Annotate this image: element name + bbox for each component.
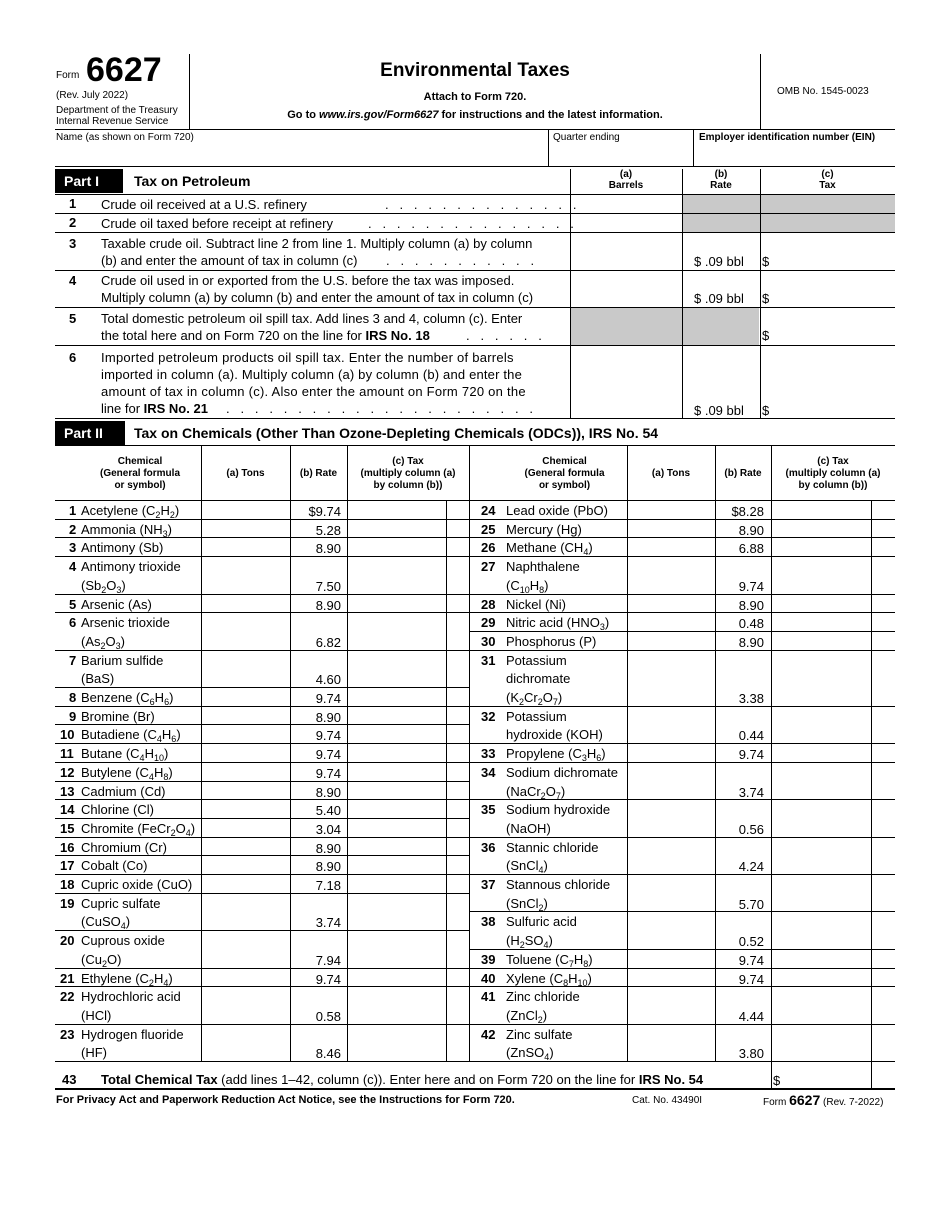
line4-barrels-input[interactable]	[572, 273, 680, 305]
tax-input[interactable]	[772, 521, 869, 537]
tons-input[interactable]	[628, 970, 713, 986]
chemical-line-number: 41	[481, 989, 496, 1005]
tons-input[interactable]	[202, 1026, 288, 1060]
chemical-line-number: 22	[60, 989, 75, 1005]
chemical-line-number: 6	[69, 615, 77, 631]
chemical-name: Nickel (Ni)	[506, 596, 566, 612]
tax-input[interactable]	[348, 820, 444, 836]
chemical-name: Naphthalene	[506, 559, 580, 575]
chemical-name: (HCl)	[81, 1007, 112, 1023]
chemical-rate: 4.24	[738, 859, 764, 875]
chemical-rate: 4.60	[315, 672, 341, 688]
chemical-name: Cuprous oxide	[81, 933, 165, 949]
line3-tax-input[interactable]	[772, 236, 892, 268]
right-tons-header: (a) Tons	[651, 468, 691, 479]
chemical-line-number: 29	[481, 615, 496, 631]
chemical-name: Potassium	[506, 708, 567, 724]
chemical-name: Sodium hydroxide	[506, 802, 611, 818]
tons-input[interactable]	[202, 932, 288, 966]
chemical-line-number: 28	[481, 596, 496, 612]
chemical-rate: $8.28	[731, 504, 764, 519]
tons-input[interactable]	[202, 502, 288, 518]
chemical-name: Acetylene $(C_2H_2)$	[81, 503, 180, 520]
tax-input[interactable]	[348, 745, 444, 761]
chemical-rate: 8.90	[738, 522, 764, 538]
chemical-name: (ZnCl$_2$)	[506, 1007, 548, 1025]
chemical-name: $(C_{10}H_8)$	[506, 577, 549, 595]
chemical-rate: 9.74	[315, 971, 341, 987]
name-label: Name (as shown on Form 720)	[56, 132, 194, 143]
tax-input[interactable]	[348, 652, 444, 686]
chemical-name: Zinc sulfate	[506, 1026, 573, 1042]
tons-input[interactable]	[202, 539, 288, 555]
tax-input[interactable]	[348, 895, 444, 929]
chemical-line-number: 17	[60, 858, 75, 874]
chemical-name: (NaOH)	[506, 820, 551, 836]
line4-rate: $ .09 bbl	[694, 291, 744, 306]
tax-input[interactable]	[348, 614, 444, 648]
line6-barrels-input[interactable]	[572, 348, 680, 416]
chemical-name: Mercury (Hg)	[506, 521, 582, 537]
part2-title: Tax on Chemicals (Other Than Ozone-Depleting Chemicals (ODCs)), IRS No. 54	[134, 425, 659, 441]
tax-input[interactable]	[348, 857, 444, 873]
ein-label: Employer identification number (EIN)	[699, 132, 876, 143]
chemical-line-number: 34	[481, 764, 496, 780]
tax-input[interactable]	[772, 652, 869, 705]
tons-input[interactable]	[628, 839, 713, 873]
form-word: Form	[56, 70, 80, 81]
chemical-name: Barium sulfide	[81, 652, 164, 668]
line1-barrels-input[interactable]	[572, 196, 680, 212]
chemical-rate: 0.52	[738, 934, 764, 950]
chemical-name: Stannic chloride	[506, 839, 599, 855]
chemical-name: Stannous chloride	[506, 877, 611, 892]
line6-rate: $ .09 bbl	[694, 403, 744, 418]
chemical-rate: 4.44	[738, 1008, 764, 1024]
tons-input[interactable]	[202, 783, 288, 799]
chemical-rate: 7.94	[315, 952, 341, 968]
chemical-name: Nitric acid $(HNO_3)$	[506, 615, 610, 633]
chemical-line-number: 9	[69, 708, 77, 724]
tax-input[interactable]	[772, 970, 869, 986]
left-rate-header: (b) Rate	[299, 468, 338, 479]
tons-input[interactable]	[628, 521, 713, 537]
chemical-rate: 0.58	[315, 1008, 341, 1024]
chemical-rate: 5.28	[315, 522, 341, 538]
chemical-line-number: 42	[481, 1026, 496, 1042]
chemical-rate: 8.90	[738, 597, 764, 613]
chemical-rate: 3.04	[315, 821, 341, 837]
tax-input[interactable]	[348, 801, 444, 817]
part1-col-a-header: (a) Barrels	[608, 169, 644, 191]
chemical-name: (HF)	[81, 1045, 107, 1061]
tons-input[interactable]	[628, 1026, 713, 1060]
tax-input[interactable]	[772, 951, 869, 967]
chemical-rate: 5.40	[315, 803, 341, 819]
right-rate-header: (b) Rate	[724, 468, 762, 479]
chemical-line-number: 38	[481, 914, 496, 930]
tons-input[interactable]	[202, 895, 288, 929]
chemical-line-number: 33	[481, 746, 496, 762]
form-number: 6627	[86, 51, 162, 89]
privacy-notice: For Privacy Act and Paperwork Reduction Act Notice, see the Instructions for Form 720.	[56, 1094, 515, 1106]
chemical-line-number: 27	[481, 559, 496, 575]
tax-input[interactable]	[772, 502, 869, 518]
tons-input[interactable]	[202, 726, 288, 742]
chemical-rate: 3.38	[738, 691, 764, 706]
tons-input[interactable]	[628, 614, 713, 630]
form-title: Environmental Taxes	[380, 60, 570, 81]
tax-input[interactable]	[772, 614, 869, 630]
tons-input[interactable]	[628, 708, 713, 742]
line6-tax-input[interactable]	[772, 348, 892, 416]
line2-barrels-input[interactable]	[572, 215, 680, 231]
chemical-line-number: 31	[481, 652, 496, 668]
chemical-line-number: 3	[69, 540, 77, 556]
name-input[interactable]	[56, 146, 546, 166]
tax-input[interactable]	[348, 839, 444, 855]
tax-input[interactable]	[348, 876, 444, 892]
chemical-name: Antimony trioxide	[81, 559, 181, 575]
revision-date: (Rev. July 2022)	[56, 90, 129, 101]
chemical-line-number: 35	[481, 802, 496, 818]
tax-input[interactable]	[348, 764, 444, 780]
chemical-rate: 7.18	[315, 878, 341, 893]
tons-input[interactable]	[628, 539, 713, 555]
tax-input[interactable]	[348, 708, 444, 724]
chemical-rate: 8.90	[738, 634, 764, 650]
tons-input[interactable]	[628, 633, 713, 649]
tax-input[interactable]	[772, 558, 869, 592]
left-chemical-header: Chemical (General formula or symbol)	[99, 456, 181, 491]
chemical-name: Phosphorus (P)	[506, 633, 597, 649]
tax-input[interactable]	[348, 521, 444, 537]
chemical-line-number: 24	[481, 503, 496, 518]
chemical-rate: 8.90	[315, 597, 341, 613]
quarter-ending-label: Quarter ending	[553, 132, 620, 143]
chemical-line-number: 5	[69, 596, 77, 612]
omb-number: OMB No. 1545-0023	[777, 86, 869, 97]
chemical-line-number: 8	[69, 690, 77, 705]
chemical-name: Cupric sulfate	[81, 895, 161, 911]
tons-input[interactable]	[628, 913, 713, 947]
tons-input[interactable]	[202, 764, 288, 780]
tons-input[interactable]	[628, 596, 713, 612]
chemical-line-number: 20	[60, 933, 75, 949]
chemical-line-number: 30	[481, 633, 496, 649]
chemical-rate: 0.56	[738, 821, 764, 837]
tax-input[interactable]	[348, 783, 444, 799]
chemical-name: (ZnSO$_4$)	[506, 1045, 554, 1063]
chemical-line-number: 10	[60, 727, 75, 743]
chemical-rate: 9.74	[315, 747, 341, 763]
tons-input[interactable]	[628, 652, 713, 705]
chemical-name: $(NaCr_2O_7)$	[506, 783, 566, 801]
tax-input[interactable]	[348, 988, 444, 1022]
chemical-rate: 0.48	[738, 616, 764, 632]
chemical-name: Butadiene $(C_4H_6)$	[81, 727, 181, 745]
tax-input[interactable]	[348, 1026, 444, 1060]
chemical-name: Chromium (Cr)	[81, 839, 167, 855]
chemical-name: dichromate	[506, 671, 571, 687]
tons-input[interactable]	[628, 558, 713, 592]
chemical-name: $(K_2Cr_2O_7)$	[506, 690, 563, 707]
chemical-name: Propylene $(C_3H_6)$	[506, 746, 606, 764]
form-page: Form 6627 (Rev. July 2022) Department of the Treasury Internal Revenue Service Environmental Taxes Attach to Form 720. Go to www.irs.gov/Form6627 for instructions and the latest information. OMB No. 1545-0023 Name (as shown on Form 720) Quarter ending Employer identification number (EIN) Part I Tax on Petroleum (a) Barrels (b) Rate (c) Tax 1 Crude oil received at a U.S. refinery . . . . . . . . . . . . . . 2 Crude oil taxed before receipt at refinery . . . . . . . . . . . . . . . 3 Taxable crude oil. Subtract line 2 from line 1. Multiply column (a) by column (b) and enter the amount of tax in column (c) . . . . . . . . . . . $ .09 bbl $ 4 Crude oil used in or exported from the U.S. before the tax was imposed. Multiply column (a) by column (b) and enter the amount of tax in column (c) $ .09 bbl $ 5 Total domestic petroleum oil spill tax. Add lines 3 and 4, column (c). Enter the total here and on Form 720 on the line for IRS No. 18 . . . . . . $ 6 Imported petroleum products oil spill tax. Enter the number of barrels imported in column (a). Multiply column (a) by column (b) and enter the amount of tax in column (c). Also enter the amount on Form 720 on the line for IRS No. 21 . . . . . . . . . . . . . . . . . . . . . . $ .09 bbl $ Part II Tax on Chemicals (Other Than Ozone-Depleting Chemicals (ODCs)), IRS No. 54 Chemical (General formula or symbol) (a) Tons (b) Rate (c) Tax (multiply column (a) by column (b)) Chemical (General formula or symbol) (a) Tons (b) Rate (c) Tax (multiply column (a) by column (b)) 1 Acetylene $(C_2H_2)$ $9.74 2 Ammonia $(NH_3)$ 5.28 3 Antimony (Sb) 8.90 4 Antimony trioxide $(Sb_2O_3)$ 7.50 5 Arsenic (As) 8.90 6 Arsenic trioxide $(As_2O_3)$ 6.82 7 Barium sulfide (BaS) 4.60 8 Benzene $(C_6H_6)$ 9.74 9 Bromine (Br) 8.90 10 Butadiene $(C_4H_6)$ 9.74 11 Butane $(C_4H_{10})$ 9.74 12 Butylene $(C_4H_8)$ 9.74 13 Cadmium (Cd) 8.90 14 Chlorine (Cl) 5.40 15 Chromite $(FeCr_2O_4)$ 3.04 16 Chromium (Cr) 8.90 17 Cobalt (Co) 8.90 18 Cupric oxide (CuO) 7.18 19 Cupric sulfate (CuSO$_4$) 3.74 20 Cuprous oxide $(Cu_2O)$ 7.94 21 Ethylene $(C_2H_4)$ 9.74 22 Hydrochloric acid (HCl) 0.58 23 Hydrogen fluoride (HF) 8.46 24 Lead oxide (PbO) $8.28 25 Mercury (Hg) 8.90 26 Methane $(CH_4)$ 6.88 27 Naphthalene $(C_{10}H_8)$ 9.74 28 Nickel (Ni) 8.90 29 Nitric acid $(HNO_3)$ 0.48 30 Phosphorus (P) 8.90 31 Potassium dichromate $(K_2Cr_2O_7)$ 3.38 32 Potassium hydroxide (KOH) 0.44 33 Propylene $(C_3H_6)$ 9.74 34 Sodium dichromate $(NaCr_2O_7)$ 3.74 35 Sodium hydroxide (NaOH) 0.56 36 Stannic chloride (SnCl$_4$) 4.24 37 Stannous chloride (SnCl$_2$) 5.70 38 Sulfuric acid $(H_2SO_4)$ 0.52 39 Toluene $(C_7H_8)$ 9.74 40 Xylene $(C_8H_{10})$ 9.74 41 Zinc chloride (ZnCl$_2$) 4.44 42 Zinc sulfate (ZnSO$_4$) 3.80 43 Total Chemical Tax (add lines 1–42, column (c)). Enter here and on Form 720 on the line for IRS No. 54 $ For Privacy Act and Paperwork Reduction Act Notice, see the Instructions for Form 720. Cat. No. 43490I Form 6627 (Rev. 7-2022)	[0, 0, 950, 1230]
tons-input[interactable]	[202, 801, 288, 817]
tons-input[interactable]	[202, 689, 288, 705]
chemical-name: Zinc chloride	[506, 989, 580, 1005]
chemical-line-number: 4	[69, 559, 77, 575]
tons-input[interactable]	[202, 876, 288, 892]
chemical-name: Hydrochloric acid	[81, 989, 181, 1005]
left-tax-header: (c) Tax (multiply column (a) by column (b))	[360, 456, 456, 491]
chemical-rate: 8.90	[315, 541, 341, 557]
chemical-name: Arsenic trioxide	[81, 615, 170, 631]
chemical-rate: 8.90	[315, 840, 341, 856]
chemical-line-number: 16	[60, 839, 75, 855]
chemical-line-number: 19	[60, 895, 75, 911]
chemical-rate: 6.82	[315, 634, 341, 650]
tax-input[interactable]	[348, 726, 444, 742]
chemical-name: $(Cu_2O)$	[81, 951, 122, 969]
chemical-name: Toluene $(C_7H_8)$	[506, 951, 593, 969]
tons-input[interactable]	[202, 857, 288, 873]
chemical-name: Butane $(C_4H_{10})$	[81, 746, 169, 764]
part1-col-c-header: (c) Tax	[819, 169, 836, 191]
chemical-name: Cupric oxide (CuO)	[81, 877, 193, 892]
tons-input[interactable]	[628, 988, 713, 1022]
chemical-rate: 9.74	[315, 728, 341, 744]
tons-input[interactable]	[202, 745, 288, 761]
chemical-name: Methane $(CH_4)$	[506, 540, 593, 558]
tax-input[interactable]	[772, 745, 869, 761]
tons-input[interactable]	[202, 558, 288, 592]
tax-input[interactable]	[772, 988, 869, 1022]
line3-barrels-input[interactable]	[572, 236, 680, 268]
chemical-rate: 9.74	[738, 971, 764, 987]
chemical-line-number: 18	[60, 877, 75, 892]
chemical-rate: 8.90	[315, 784, 341, 800]
chemical-line-number: 1	[69, 503, 77, 518]
chemical-rate: 9.74	[315, 691, 341, 706]
tons-input[interactable]	[202, 596, 288, 612]
tax-input[interactable]	[348, 558, 444, 592]
footer-form-id: Form 6627 (Rev. 7-2022)	[763, 1092, 884, 1108]
tax-input[interactable]	[772, 596, 869, 612]
tons-input[interactable]	[202, 839, 288, 855]
tax-input[interactable]	[772, 876, 869, 910]
chemical-name: Ethylene $(C_2H_4)$	[81, 970, 173, 988]
chemical-line-number: 13	[60, 783, 75, 799]
chemical-line-number: 14	[60, 802, 75, 818]
chemical-rate: 5.70	[738, 896, 764, 912]
chemical-name: (SnCl$_2$)	[506, 895, 548, 913]
chemical-name: Antimony (Sb)	[81, 540, 164, 556]
right-chemical-header: Chemical (General formula or symbol)	[524, 456, 605, 491]
chemical-name: Chromite $(FeCr_2O_4)$	[81, 820, 196, 838]
chemical-name: Xylene $(C_8H_{10})$	[506, 970, 592, 988]
tax-input[interactable]	[348, 689, 444, 705]
irs-url-link[interactable]: www.irs.gov/Form6627	[319, 109, 439, 121]
tons-input[interactable]	[202, 652, 288, 686]
tax-input[interactable]	[348, 502, 444, 518]
department: Department of the Treasury	[56, 105, 178, 116]
agency: Internal Revenue Service	[56, 116, 169, 127]
chemical-rate: 9.74	[738, 578, 764, 594]
chemical-line-number: 36	[481, 839, 496, 855]
chemical-line-number: 15	[60, 820, 75, 836]
chemical-name: Ammonia $(NH_3)$	[81, 521, 172, 539]
tons-input[interactable]	[628, 951, 713, 967]
catalog-number: Cat. No. 43490I	[632, 1095, 703, 1106]
chemical-name: Sulfuric acid	[506, 914, 577, 930]
tax-input[interactable]	[772, 801, 869, 835]
chemical-line-number: 40	[481, 970, 496, 986]
part1-col-b-header: (b) Rate	[710, 169, 732, 191]
tax-input[interactable]	[772, 708, 869, 742]
chemical-rate: $9.74	[308, 504, 341, 519]
tons-input[interactable]	[202, 521, 288, 537]
part2-tag: Part II	[55, 421, 125, 445]
tax-input[interactable]	[348, 596, 444, 612]
chemical-name: $(As_2O_3)$	[81, 633, 125, 651]
chemical-name: Chlorine (Cl)	[81, 802, 154, 818]
chemical-name: Hydrogen fluoride	[81, 1026, 184, 1042]
tons-input[interactable]	[628, 801, 713, 835]
tons-input[interactable]	[202, 614, 288, 648]
chemical-line-number: 12	[60, 764, 75, 780]
chemical-rate: 3.74	[315, 915, 341, 931]
tax-input[interactable]	[772, 1026, 869, 1060]
part1-title: Tax on Petroleum	[134, 173, 251, 189]
chemical-name: (BaS)	[81, 671, 115, 687]
chemical-name: Potassium	[506, 652, 567, 668]
chemical-line-number: 7	[69, 652, 77, 668]
chemical-name: $(Sb_2O_3)$	[81, 577, 126, 595]
chemical-name: Bromine (Br)	[81, 708, 155, 724]
chemical-name: hydroxide (KOH)	[506, 727, 603, 743]
chemical-line-number: 32	[481, 708, 496, 724]
chemical-rate: 8.46	[315, 1046, 341, 1062]
chemical-line-number: 37	[481, 877, 496, 892]
chemical-name: Benzene $(C_6H_6)$	[81, 690, 174, 707]
chemical-rate: 6.88	[738, 541, 764, 557]
tons-input[interactable]	[628, 764, 713, 798]
tax-input[interactable]	[772, 633, 869, 649]
tons-input[interactable]	[202, 820, 288, 836]
line3-rate: $ .09 bbl	[694, 254, 744, 269]
chemical-line-number: 2	[69, 521, 77, 537]
line4-tax-input[interactable]	[772, 273, 892, 305]
chemical-rate: 3.74	[738, 784, 764, 800]
chemical-name: Butylene $(C_4H_8)$	[81, 764, 173, 782]
chemical-rate: 7.50	[315, 578, 341, 594]
chemical-rate: 8.90	[315, 709, 341, 725]
chemical-name: Lead oxide (PbO)	[506, 503, 608, 518]
tax-input[interactable]	[348, 970, 444, 986]
chemical-name: Cobalt (Co)	[81, 858, 148, 874]
total-chemical-tax-input[interactable]	[784, 1066, 869, 1086]
part1-tag: Part I	[55, 169, 123, 193]
tax-input[interactable]	[348, 932, 444, 966]
chemical-rate: 8.90	[315, 859, 341, 875]
left-tons-header: (a) Tons	[226, 468, 265, 479]
chemical-name: $(H_2SO_4)$	[506, 933, 553, 951]
ein-input[interactable]	[698, 146, 894, 166]
tons-input[interactable]	[202, 970, 288, 986]
tons-input[interactable]	[628, 876, 713, 910]
chemical-name: (SnCl$_4$)	[506, 858, 548, 876]
chemical-name: Arsenic (As)	[81, 596, 152, 612]
chemical-rate: 9.74	[738, 747, 764, 763]
website-instruction: Go to www.irs.gov/Form6627 for instructions and the latest information.	[287, 109, 663, 121]
chemical-line-number: 39	[481, 951, 496, 967]
chemical-line-number: 23	[60, 1026, 75, 1042]
line5-tax-input[interactable]	[772, 310, 892, 342]
tax-input[interactable]	[772, 764, 869, 798]
chemical-rate: 3.80	[738, 1046, 764, 1062]
chemical-rate: 9.74	[315, 765, 341, 781]
tons-input[interactable]	[628, 745, 713, 761]
tax-input[interactable]	[348, 539, 444, 555]
right-tax-header: (c) Tax (multiply column (a) by column (b))	[785, 456, 881, 491]
tons-input[interactable]	[202, 708, 288, 724]
tons-input[interactable]	[628, 502, 713, 518]
tax-input[interactable]	[772, 839, 869, 873]
chemical-name: (CuSO$_4$)	[81, 914, 131, 932]
tax-input[interactable]	[772, 539, 869, 555]
tons-input[interactable]	[202, 988, 288, 1022]
chemical-rate: 9.74	[738, 952, 764, 968]
tax-input[interactable]	[772, 913, 869, 947]
quarter-ending-input[interactable]	[552, 146, 690, 166]
chemical-line-number: 21	[60, 970, 75, 986]
chemical-line-number: 25	[481, 521, 496, 537]
chemical-name: Cadmium (Cd)	[81, 783, 166, 799]
chemical-rate: 0.44	[738, 728, 764, 744]
attach-instruction: Attach to Form 720.	[423, 91, 527, 103]
chemical-name: Sodium dichromate	[506, 764, 618, 780]
chemical-line-number: 26	[481, 540, 496, 556]
chemical-line-number: 11	[60, 746, 74, 762]
